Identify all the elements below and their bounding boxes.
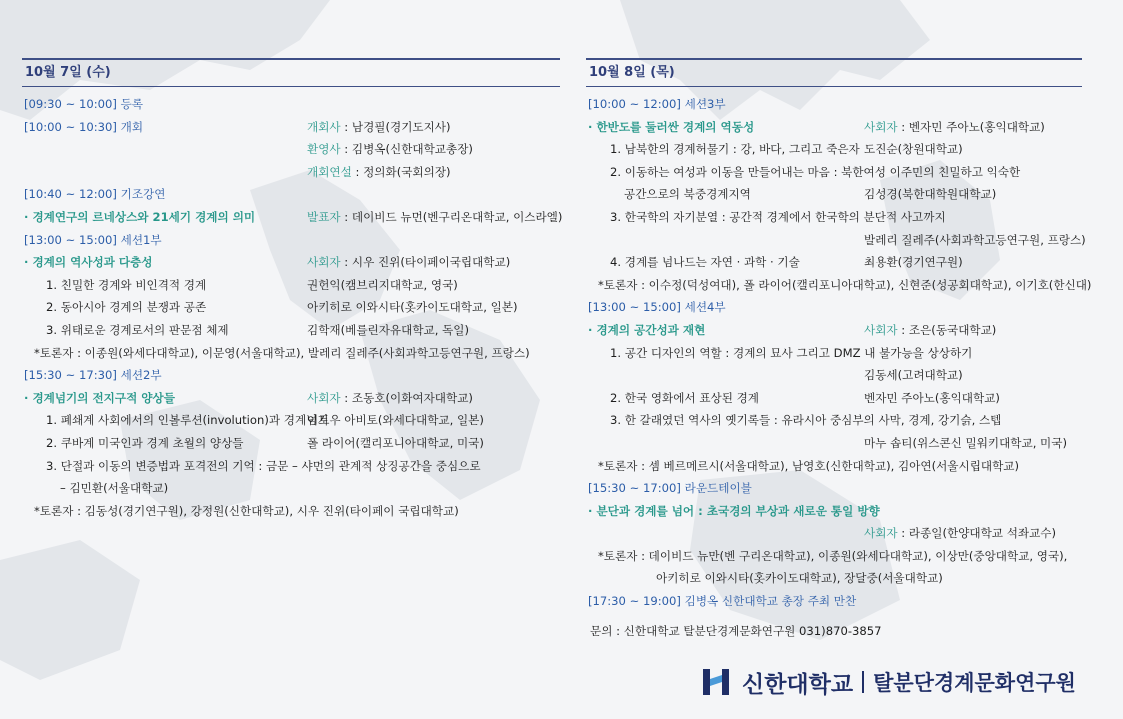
speaker-info xyxy=(307,409,484,432)
program-text: · 한반도를 둘러싼 경계의 역동성 xyxy=(588,119,755,134)
program-line xyxy=(586,455,1082,478)
footer-logo xyxy=(700,664,1076,700)
speaker-name: 발레리 질레주(사회과학고등연구원, 프랑스) xyxy=(864,232,1086,247)
program-text: · 경계연구의 르네상스와 21세기 경계의 의미 xyxy=(24,209,256,224)
speaker-name: 조은(동국대학교) xyxy=(908,322,997,337)
speaker-name: 김병옥(신한대학교총장) xyxy=(351,142,473,157)
program-line xyxy=(586,319,1082,342)
speaker-name: 최용환(경기연구원) xyxy=(864,255,963,270)
speaker-info xyxy=(864,229,1086,252)
program-line xyxy=(586,342,1082,365)
speaker-info xyxy=(864,138,963,161)
program-line xyxy=(586,251,1082,274)
speaker-name: 마누 솝티(위스콘신 밀워키대학교, 미국) xyxy=(864,435,1067,450)
speaker-name: 벤자민 주아노(홍익대학교) xyxy=(908,119,1045,134)
speaker-name: 권헌익(캠브리지대학교, 영국) xyxy=(307,277,458,292)
program-text: [10:00 ~ 12:00] 세션3부 xyxy=(588,97,726,111)
speaker-role: 환영사 xyxy=(307,142,341,157)
speaker-info xyxy=(864,432,1067,455)
program-text: · 경계의 공간성과 재현 xyxy=(588,322,706,337)
program-line xyxy=(586,274,1092,297)
program-text: 1. 남북한의 경계허물기 : 강, 바다, 그리고 죽은자 xyxy=(610,142,860,157)
program-line xyxy=(22,500,560,523)
program-line xyxy=(586,409,1082,432)
speaker-role: 사회자 xyxy=(864,119,898,134)
speaker-info xyxy=(307,432,484,455)
program-text: [10:40 ~ 12:00] 기조강연 xyxy=(24,187,166,202)
speaker-name: 김성경(북한대학원대학교) xyxy=(864,187,997,202)
program-line xyxy=(22,387,560,410)
program-line xyxy=(586,93,1082,116)
program-text: *토론자 : 이수정(덕성여대), 폴 라이어(캘리포니아대학교), 신현준(성공회대학교), 이기호(한신대) xyxy=(598,277,1092,292)
day2-header: 10월 8일 (목) xyxy=(586,58,1082,87)
speaker-info: 발표자 : 데이비드 뉴먼(벤구리온대학교, 이스라엘) xyxy=(307,209,563,224)
speaker-info: 개회연설 : 정의화(국회의장) xyxy=(307,164,451,179)
program-line xyxy=(586,590,1082,613)
institute-name: 탈분단경계문화연구원 xyxy=(873,671,1076,695)
speaker-info: 사회자 : 라종일(한양대학교 석좌교수) xyxy=(864,526,1057,541)
program-line xyxy=(22,183,560,206)
program-text: · 경계넘기의 전지구적 양상들 xyxy=(24,390,175,405)
program-text: *토론자 : 김동성(경기연구원), 강정원(신한대학교), 시우 진위(타이페이 국립대학교) xyxy=(34,503,459,518)
program-text: *토론자 : 이종원(와세다대학교), 이문영(서울대학교), 발레리 질레주(사회과학고등연구원, 프랑스) xyxy=(34,345,530,360)
speaker-info xyxy=(864,183,996,206)
program-line xyxy=(586,229,1086,252)
university-emblem-icon xyxy=(700,665,734,699)
speaker-info: 환영사 : 김병옥(신한대학교총장) xyxy=(307,142,473,157)
day1-column xyxy=(22,48,563,522)
speaker-info xyxy=(864,364,963,387)
program-line xyxy=(586,296,1082,319)
program-line xyxy=(22,251,560,274)
program-text: 2. 한국 영화에서 표상된 경계 xyxy=(610,390,759,405)
speaker-role: 사회자 xyxy=(307,390,341,405)
program-line xyxy=(586,500,1082,523)
speaker-info xyxy=(307,274,458,297)
program-text: 2. 동아시아 경계의 분쟁과 공존 xyxy=(46,300,207,315)
program-line xyxy=(586,432,1082,455)
program-line xyxy=(586,387,1082,410)
program-text: 1. 폐쇄계 사회에서의 인볼루션(involution)과 경계넘기 xyxy=(46,413,329,428)
speaker-name: 이토우 아비토(와세다대학교, 일본) xyxy=(307,413,484,428)
program-text: [09:30 ~ 10:00] 등록 xyxy=(24,97,144,111)
program-line xyxy=(586,138,1082,161)
program-line xyxy=(22,296,560,319)
program-text: 3. 위태로운 경계로서의 판문점 체제 xyxy=(46,322,229,337)
speaker-info xyxy=(864,251,963,274)
program-line xyxy=(22,229,560,252)
program-text: 3. 단절과 이동의 변증법과 포격전의 기억 : 금문 – 샤먼의 관계적 상징공간을 중심으로 xyxy=(46,458,481,473)
speaker-name: 아키히로 이와시타(홋카이도대학교, 일본) xyxy=(307,300,518,315)
program-text: · 경계의 역사성과 다층성 xyxy=(24,255,153,270)
program-text: [15:30 ~ 17:30] 세션2부 xyxy=(24,368,162,383)
program-text: 4. 경계를 넘나드는 자연 · 과학 · 기술 xyxy=(610,255,800,270)
program-text: 3. 한국학의 자기분열 : 공간적 경계에서 한국학의 분단적 사고까지 xyxy=(610,209,946,224)
logo-divider xyxy=(862,671,864,693)
program-line xyxy=(586,522,1082,545)
program-line xyxy=(22,455,560,478)
program-text: 1. 친밀한 경계와 비인격적 경계 xyxy=(46,277,207,292)
program-text: 공간으로의 북중경계지역 xyxy=(624,187,751,202)
speaker-role: 사회자 xyxy=(864,322,898,337)
speaker-info xyxy=(864,387,1000,410)
speaker-info: 사회자 : 조동호(이화여자대학교) xyxy=(307,390,473,405)
program-text: 3. 한 갈래였던 역사의 옛기록들 : 유라시아 중심부의 사막, 경계, 강기슭, 스텝 xyxy=(610,413,1002,428)
speaker-name: 데이비드 뉴먼(벤구리온대학교, 이스라엘) xyxy=(351,209,563,224)
program-text: [15:30 ~ 17:00] 라운드테이블 xyxy=(588,481,752,496)
program-text: 1. 공간 디자인의 역할 : 경계의 묘사 그리고 DMZ 내 불가능을 상상하기 xyxy=(610,345,973,360)
program-line xyxy=(22,364,560,387)
speaker-name: 조동호(이화여자대학교) xyxy=(351,390,473,405)
program-line xyxy=(586,477,1082,500)
program-line xyxy=(22,477,560,500)
speaker-info xyxy=(307,319,469,342)
speaker-role: 사회자 xyxy=(864,526,898,541)
program-line xyxy=(22,319,560,342)
day1-program xyxy=(22,93,563,522)
program-text: 아키히로 이와시타(홋카이도대학교), 장달중(서울대학교) xyxy=(656,571,943,586)
contact-info: 문의 : 신한대학교 탈분단경계문화연구원 031)870-3857 xyxy=(590,624,882,638)
speaker-name: 정의화(국회의장) xyxy=(363,164,451,179)
program-text: [13:00 ~ 15:00] 세션1부 xyxy=(24,232,162,247)
program-line xyxy=(586,567,1082,590)
program-text: – 김민환(서울대학교) xyxy=(60,481,169,496)
program-line xyxy=(586,364,1082,387)
speaker-role: 발표자 xyxy=(307,209,341,224)
program-text: 2. 이동하는 여성과 이동을 만들어내는 마음 : 북한여성 이주민의 친밀하고 익숙한 xyxy=(610,164,1021,179)
program-text: *토론자 : 셈 베르메르시(서울대학교), 남영호(신한대학교), 김아연(서울시립대학교) xyxy=(598,458,1020,473)
program-line xyxy=(586,161,1082,184)
program-line xyxy=(22,274,560,297)
program-line xyxy=(22,138,560,161)
program-line xyxy=(586,545,1082,568)
program-line xyxy=(22,93,560,116)
program-text: [10:00 ~ 10:30] 개회 xyxy=(24,119,144,134)
speaker-role: 사회자 xyxy=(307,255,341,270)
speaker-name: 시우 진위(타이페이국립대학교) xyxy=(351,255,511,270)
speaker-name: 김학재(베를린자유대학교, 독일) xyxy=(307,322,470,337)
speaker-name: 라종일(한양대학교 석좌교수) xyxy=(908,526,1057,541)
speaker-info: 사회자 : 벤자민 주아노(홍익대학교) xyxy=(864,119,1045,134)
speaker-name: 남경필(경기도지사) xyxy=(351,119,451,134)
program-text: [17:30 ~ 19:00] 김병옥 신한대학교 총장 주최 만찬 xyxy=(588,594,857,609)
speaker-name: 폴 라이어(캘리포니아대학교, 미국) xyxy=(307,435,484,450)
program-line xyxy=(22,342,560,365)
speaker-info: 사회자 : 조은(동국대학교) xyxy=(864,322,997,337)
speaker-role: 개회연설 xyxy=(307,164,352,179)
speaker-info: 사회자 : 시우 진위(타이페이국립대학교) xyxy=(307,255,511,270)
program-line xyxy=(586,183,1082,206)
program-text: [13:00 ~ 15:00] 세션4부 xyxy=(588,300,726,315)
program-line xyxy=(22,409,560,432)
speaker-info xyxy=(307,296,518,319)
program-text: · 분단과 경계를 넘어 : 초국경의 부상과 새로운 통일 방향 xyxy=(588,503,880,518)
speaker-info: 개회사 : 남경필(경기도지사) xyxy=(307,119,451,134)
day1-header: 10월 7일 (수) xyxy=(22,58,560,87)
program-line xyxy=(586,116,1082,139)
program-text: *토론자 : 데이비드 뉴만(벤 구리온대학교), 이종원(와세다대학교), 이상만(중앙대학교, 영국), xyxy=(598,548,1068,563)
speaker-name: 벤자민 주아노(홍익대학교) xyxy=(864,390,1000,405)
program-line xyxy=(22,432,560,455)
program-line xyxy=(586,206,1082,229)
speaker-role: 개회사 xyxy=(307,119,341,134)
program-line xyxy=(22,116,560,139)
speaker-name: 도진순(창원대학교) xyxy=(864,142,963,157)
university-name: 신한대학교 xyxy=(742,671,854,698)
speaker-name: 김동세(고려대학교) xyxy=(864,368,963,383)
program-line xyxy=(22,161,560,184)
day2-program xyxy=(586,93,1092,613)
day2-column xyxy=(586,48,1092,613)
program-text: 2. 쿠바계 미국인과 경계 초월의 양상들 xyxy=(46,435,244,450)
program-line xyxy=(22,206,563,229)
